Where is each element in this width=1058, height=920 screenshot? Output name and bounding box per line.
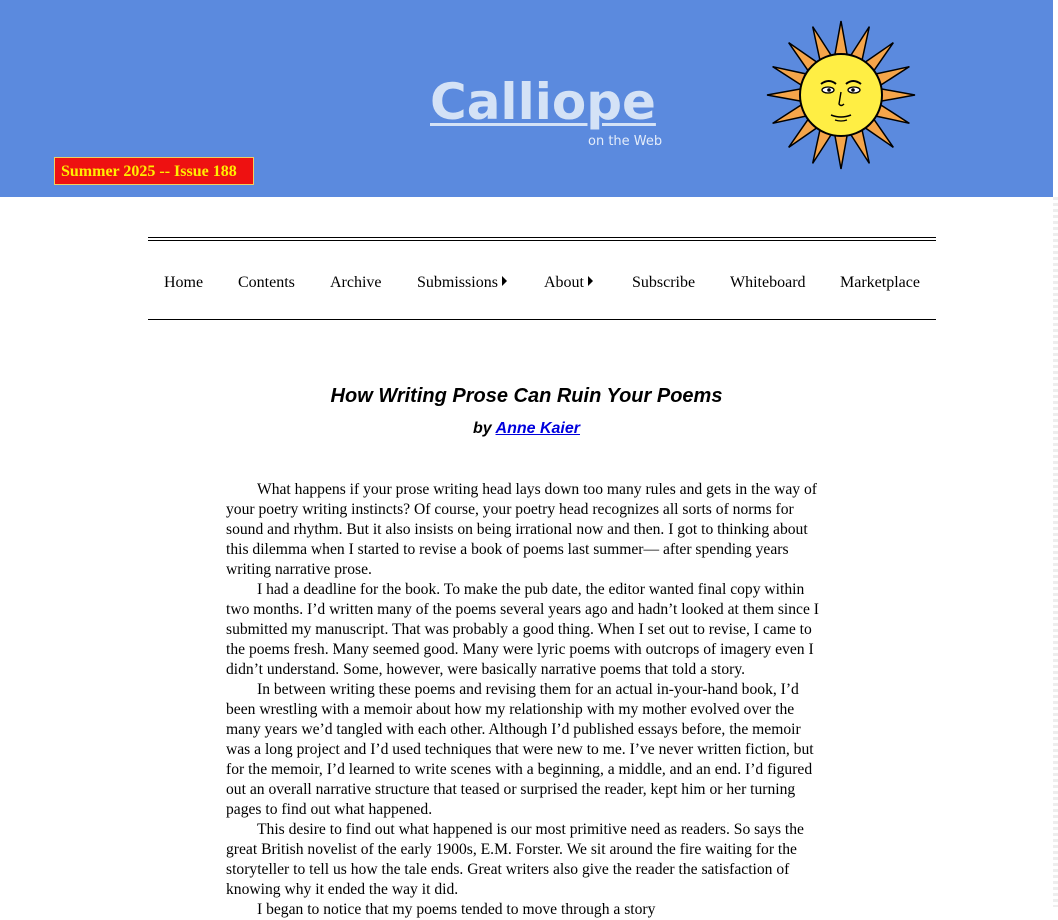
site-logo-title[interactable]: Calliope — [430, 73, 656, 131]
nav-home[interactable] — [164, 274, 203, 292]
author-link[interactable]: Anne Kaier — [495, 420, 580, 437]
sun-ray — [835, 135, 848, 169]
header-banner — [0, 0, 1053, 197]
sun-ray — [835, 21, 848, 55]
nav-about[interactable] — [544, 274, 593, 292]
article-body — [226, 480, 828, 920]
nav-whiteboard-label: Whiteboard — [730, 274, 806, 291]
byline-prefix: by — [473, 420, 492, 437]
article-byline — [0, 420, 1053, 438]
nav-subscribe[interactable] — [632, 274, 695, 292]
nav-marketplace-label: Marketplace — [840, 274, 920, 291]
site-logo-subtitle: on the Web — [588, 134, 663, 149]
nav-marketplace[interactable] — [840, 274, 920, 292]
nav-contents[interactable] — [238, 274, 295, 292]
caret-right-icon — [502, 276, 507, 286]
article-paragraph: In between writing these poems and revising them for an actual in-your-hand book, I’d been wrestling with a memoir about how my relationship with my mother evolved over the many years we’d tangled with each other. Although I’d published essays before, the memoir was a long project and I’d used techniques that were new to me. I’ve never written fiction, but for the memoir, I’d learned to write scenes with a beginning, a middle, and an end. I’d figured out an overall narrative structure that teased or surprised the reader, kept him or her turning pages to find out what happened. — [226, 681, 814, 818]
sun-ray — [881, 89, 915, 102]
article-paragraph: I had a deadline for the book. To make the pub date, the editor wanted final copy within two months. I’d written many of the poems several years ago and hadn’t looked at them since I submitted my manuscript. That was probably a good thing. When I set out to revise, I came to the poems fresh. Many seemed good. Many were lyric poems with outcrops of imagery even I didn’t understand. Some, however, were basically narrative poems that told a story. — [226, 581, 819, 678]
nav-whiteboard[interactable] — [730, 274, 806, 292]
issue-badge: Summer 2025 -- Issue 188 — [54, 157, 254, 185]
main-nav — [148, 237, 936, 320]
page-edge — [1053, 197, 1058, 907]
nav-archive-label: Archive — [330, 274, 382, 291]
article-paragraph: I began to notice that my poems tended to move through a story — [257, 901, 656, 918]
nav-subscribe-label: Subscribe — [632, 274, 696, 291]
nav-about-label: About — [544, 274, 584, 291]
nav-contents-label: Contents — [238, 274, 295, 291]
sun-face-icon — [766, 18, 916, 173]
nav-submissions[interactable] — [417, 274, 507, 292]
caret-right-icon — [588, 276, 593, 286]
nav-submissions-label: Submissions — [417, 274, 498, 291]
article-paragraph: What happens if your prose writing head lays down too many rules and gets in the way of your poetry writing instincts? Of course, your poetry head recognizes all sorts of norms for sound and rhythm. But it also insists on being irrational now and then. I got to thinking about this dilemma when I started to revise a book of poems last summer— after spending years writing narrative prose. — [226, 481, 817, 578]
nav-home-label: Home — [164, 274, 204, 291]
nav-archive[interactable] — [330, 274, 382, 292]
article-paragraph: This desire to find out what happened is our most primitive need as readers. So says the great British novelist of the early 1900s, E.M. Forster. We sit around the fire waiting for the storyteller to tell us how the tale ends. Great writers also give the reader the satisfaction of knowing why it ended the way it did. — [226, 821, 804, 898]
sun-ray — [767, 89, 801, 102]
article-title: How Writing Prose Can Ruin Your Poems — [330, 385, 723, 407]
